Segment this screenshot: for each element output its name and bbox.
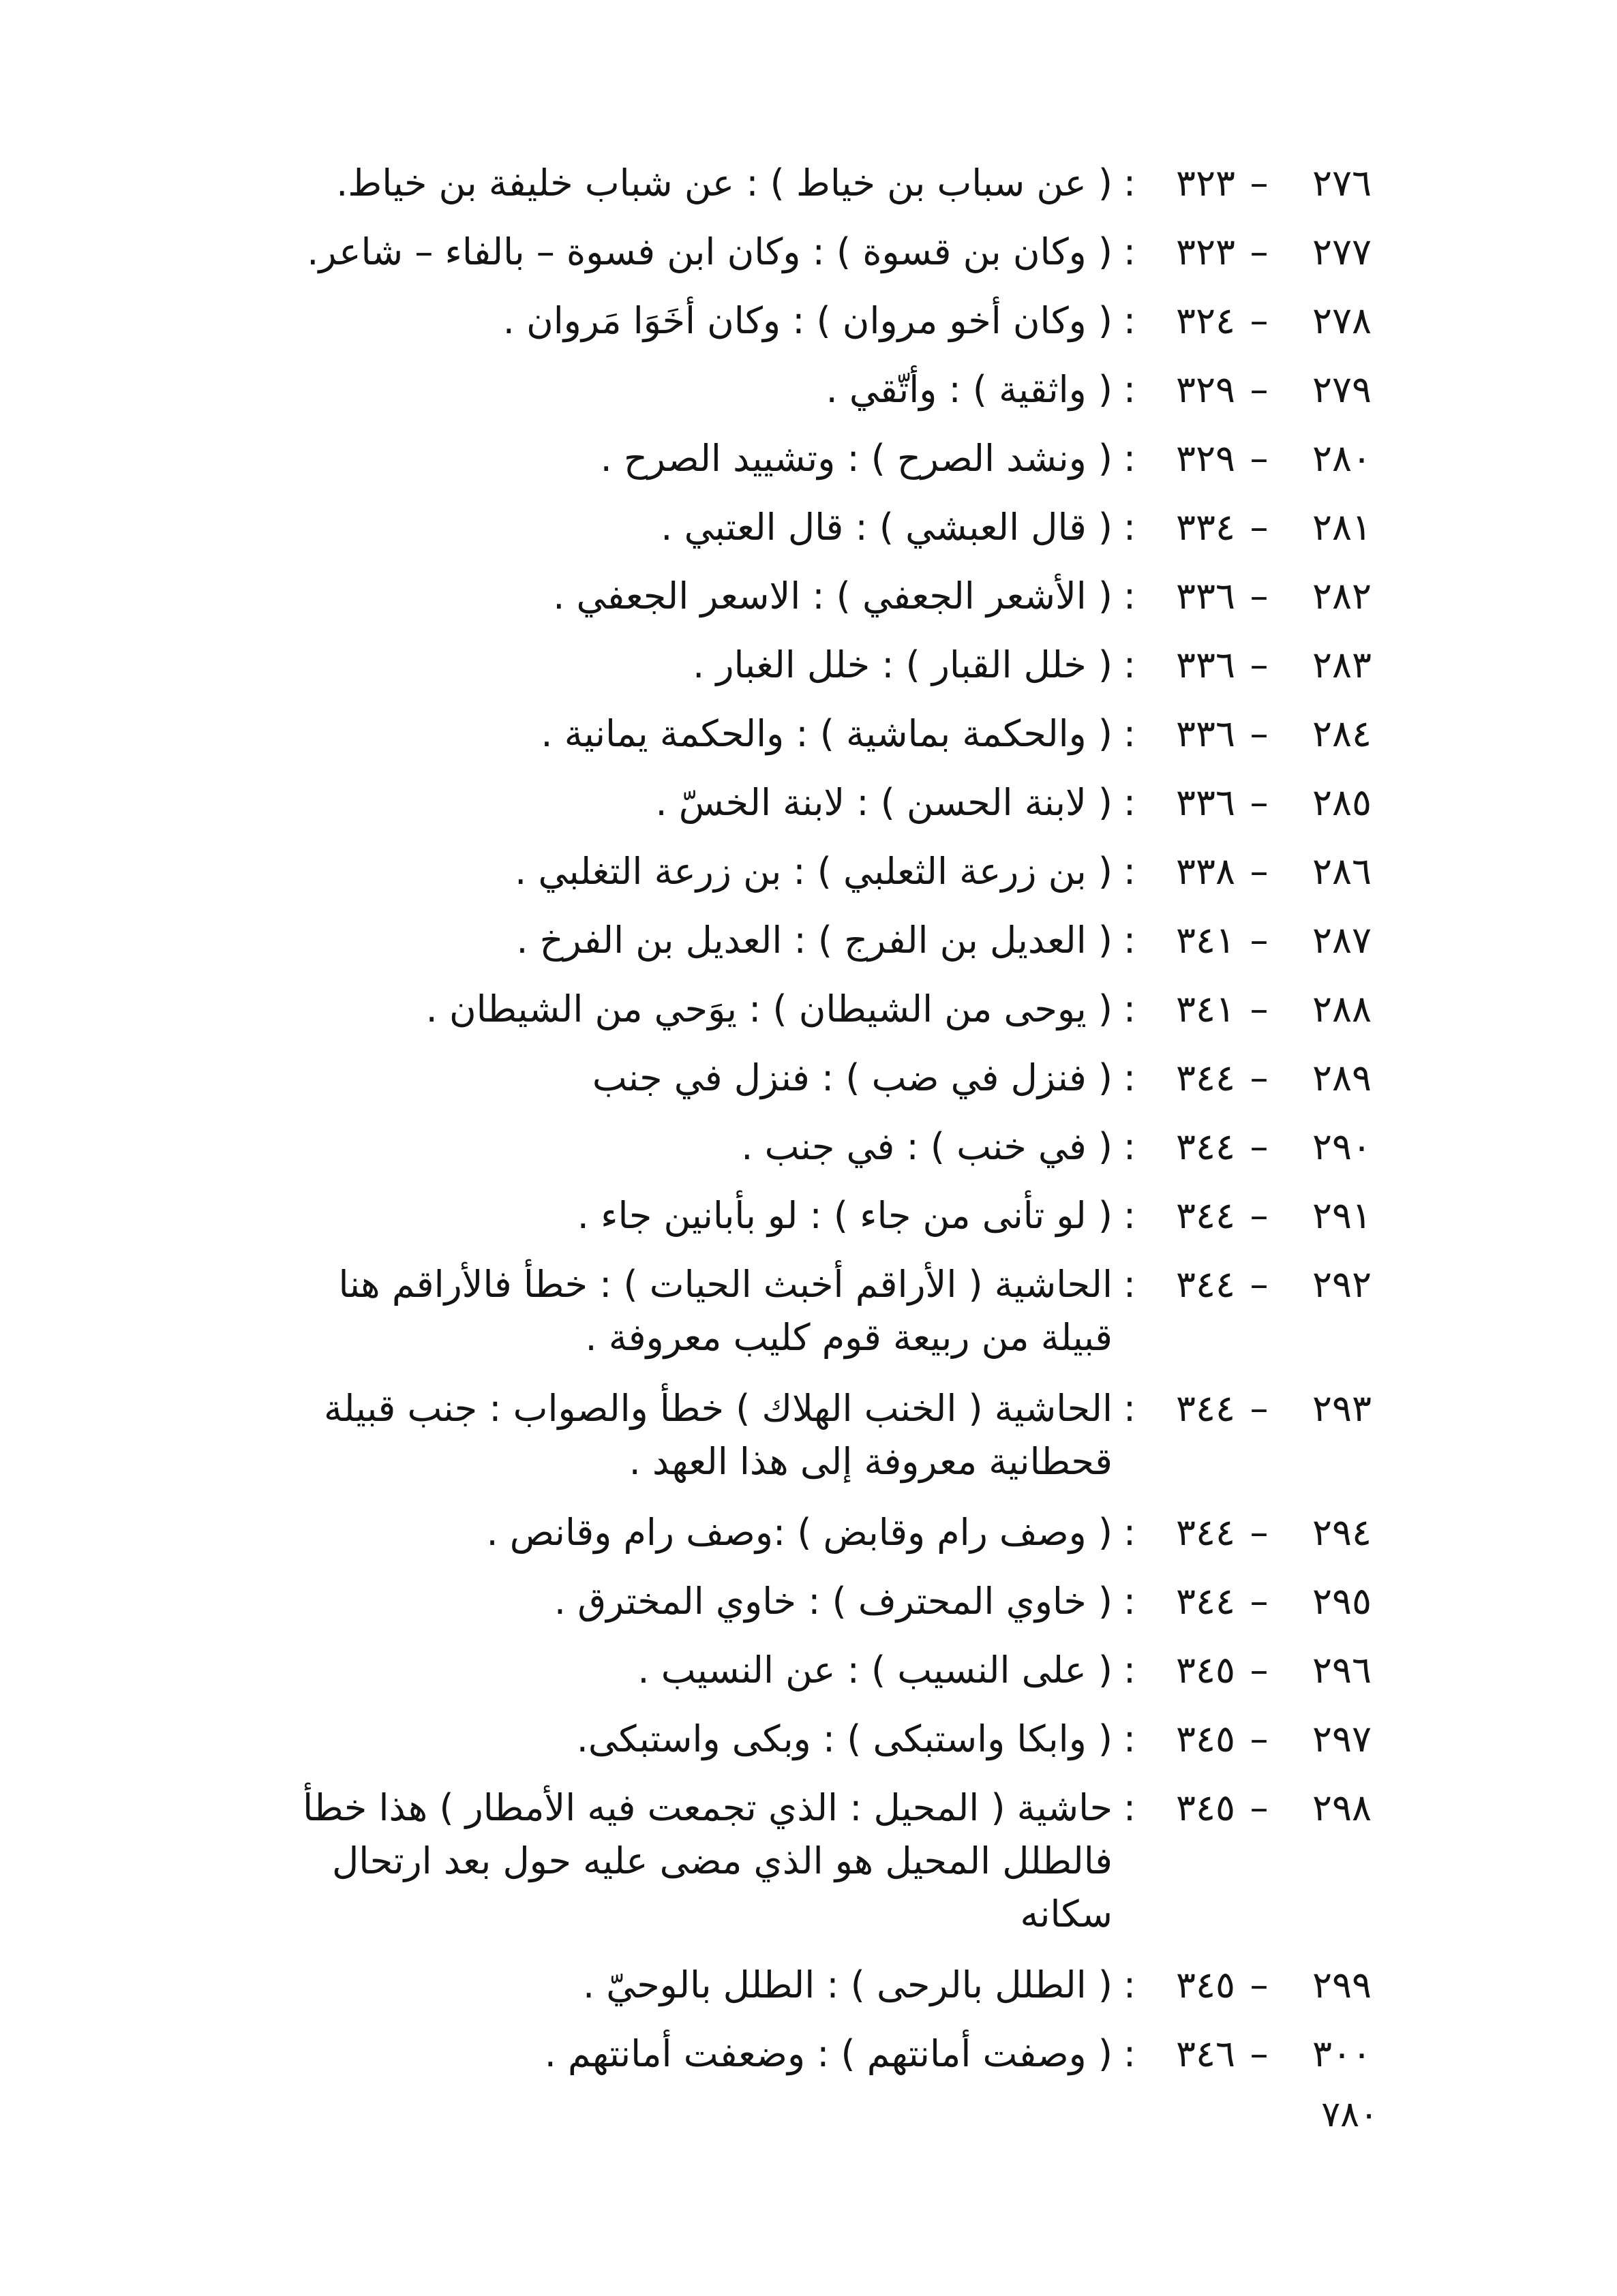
- errata-entry: [247, 226, 1372, 279]
- entry-page-ref: ٣٢٩: [1175, 368, 1235, 411]
- entry-number: ٢٩٧: [1312, 1717, 1372, 1760]
- entry-number: ٢٨٥: [1312, 781, 1372, 824]
- errata-entry: [247, 570, 1372, 623]
- entry-page-ref: ٣٤٤: [1175, 1263, 1235, 1306]
- entry-page-ref: ٣٤١: [1175, 988, 1235, 1030]
- entry-number: ٣٠٠: [1312, 2032, 1372, 2075]
- entry-text: ( واثقية ) : وأتّقي .: [826, 368, 1113, 411]
- entry-text: الحاشية ( الأراقم أخبث الحيات ) : خطأ فالأراقم هنا: [338, 1263, 1113, 1306]
- errata-entry: [247, 1506, 1372, 1559]
- errata-entry: [247, 1382, 1372, 1488]
- entry-text-block: [247, 501, 1113, 554]
- errata-entry: [247, 1781, 1372, 1941]
- entry-number: ٢٧٨: [1312, 299, 1372, 342]
- errata-entry: [247, 1189, 1372, 1242]
- errata-entry: [247, 363, 1372, 416]
- entry-dash: –: [1250, 643, 1269, 686]
- entry-colon: :: [1123, 850, 1136, 893]
- entry-text: ( لو تأنى من جاء ) : لو بأبانين جاء .: [577, 1194, 1113, 1237]
- entry-number: ٢٨٤: [1312, 712, 1372, 755]
- entry-page-ref: ٣٣٦: [1175, 643, 1235, 686]
- errata-entry: [247, 983, 1372, 1036]
- entry-dash: –: [1250, 299, 1269, 342]
- entry-text-block: [247, 1052, 1113, 1105]
- entry-number: ٢٩٦: [1312, 1649, 1372, 1692]
- entry-colon: :: [1123, 2032, 1136, 2075]
- entry-dash: –: [1250, 575, 1269, 617]
- entry-number: ٢٩٨: [1312, 1786, 1372, 1829]
- entry-colon: :: [1123, 1963, 1136, 2006]
- entry-number: ٢٩١: [1312, 1194, 1372, 1237]
- errata-entry: [247, 2027, 1372, 2081]
- entry-colon: :: [1123, 230, 1136, 273]
- entry-colon: :: [1123, 1125, 1136, 1168]
- entry-colon: :: [1123, 575, 1136, 617]
- entry-colon: :: [1123, 1263, 1136, 1306]
- errata-entry: [247, 845, 1372, 898]
- entry-text-block: [247, 570, 1113, 623]
- entry-dash: –: [1250, 368, 1269, 411]
- entry-text-continuation: فالطلل المحيل هو الذي مضى عليه حول بعد ارتحال سكانه: [332, 1839, 1113, 1935]
- entry-number: ٢٨٢: [1312, 575, 1372, 617]
- entry-number: ٢٩٢: [1312, 1263, 1372, 1306]
- entry-dash: –: [1250, 1263, 1269, 1306]
- entry-dash: –: [1250, 506, 1269, 549]
- entry-dash: –: [1250, 1963, 1269, 2006]
- entry-colon: :: [1123, 506, 1136, 549]
- entry-dash: –: [1250, 2032, 1269, 2075]
- entry-page-ref: ٣٤٤: [1175, 1511, 1235, 1554]
- entry-text: ( خاوي المحترف ) : خاوي المخترق .: [554, 1580, 1113, 1623]
- entry-number: ٢٩٣: [1312, 1387, 1372, 1430]
- entry-text-block: [247, 1959, 1113, 2012]
- entry-text: ( الطلل بالرحى ) : الطلل بالوحيّ .: [582, 1963, 1113, 2006]
- errata-entry: [247, 294, 1372, 348]
- entry-dash: –: [1250, 1194, 1269, 1237]
- entry-text-block: [247, 294, 1113, 348]
- entry-page-ref: ٣٤٥: [1175, 1649, 1235, 1692]
- entry-dash: –: [1250, 1511, 1269, 1554]
- entry-text: ( الأشعر الجعفي ) : الاسعر الجعفي .: [553, 575, 1113, 617]
- entry-text-block: [247, 1382, 1113, 1488]
- entry-text: حاشية ( المحيل : الذي تجمعت فيه الأمطار ) هذا خطأ: [303, 1786, 1113, 1829]
- entry-text-block: [247, 363, 1113, 416]
- entry-text: ( وكان بن قسوة ) : وكان ابن فسوة – بالفاء – شاعر.: [307, 230, 1113, 273]
- entry-page-ref: ٣٢٤: [1175, 299, 1235, 342]
- errata-entry: [247, 707, 1372, 761]
- entry-text-block: [247, 1713, 1113, 1766]
- entry-text-continuation: قبيلة من ربيعة قوم كليب معروفة .: [585, 1316, 1113, 1359]
- entry-colon: :: [1123, 1580, 1136, 1623]
- entry-text: ( لابنة الحسن ) : لابنة الخسّ .: [655, 781, 1113, 824]
- errata-entry: [247, 1258, 1372, 1364]
- errata-entry: [247, 1959, 1372, 2012]
- entry-dash: –: [1250, 230, 1269, 273]
- entry-text-block: [247, 983, 1113, 1036]
- errata-entry: [247, 1052, 1372, 1105]
- entry-text-block: [247, 1189, 1113, 1242]
- entry-text: ( وصف رام وقابض ) :وصف رام وقانص .: [486, 1511, 1113, 1554]
- entry-page-ref: ٣٤٥: [1175, 1717, 1235, 1760]
- entry-text-block: [247, 639, 1113, 692]
- entry-number: ٢٧٧: [1312, 230, 1372, 273]
- entry-page-ref: ٣٣٤: [1175, 506, 1235, 549]
- entry-text-block: [247, 1644, 1113, 1697]
- entry-dash: –: [1250, 1580, 1269, 1623]
- entry-page-ref: ٣٢٣: [1175, 230, 1235, 273]
- entry-page-ref: ٣٣٨: [1175, 850, 1235, 893]
- entry-text-block: [247, 157, 1113, 210]
- entry-colon: :: [1123, 1511, 1136, 1554]
- entry-text-block: [247, 1575, 1113, 1628]
- entry-colon: :: [1123, 437, 1136, 480]
- entry-dash: –: [1250, 988, 1269, 1030]
- entry-text: ( يوحى من الشيطان ) : يوَحي من الشيطان .: [425, 988, 1113, 1030]
- errata-entry: [247, 501, 1372, 554]
- entry-text: ( والحكمة بماشية ) : والحكمة يمانية .: [541, 712, 1113, 755]
- entry-text: ( خلل القبار ) : خلل الغبار .: [693, 643, 1113, 686]
- entry-page-ref: ٣٤٤: [1175, 1580, 1235, 1623]
- entry-dash: –: [1250, 162, 1269, 204]
- entry-text: ( وصفت أمانتهم ) : وضعفت أمانتهم .: [544, 2032, 1113, 2075]
- entry-text: ( على النسيب ) : عن النسيب .: [637, 1649, 1113, 1692]
- entry-number: ٢٨٧: [1312, 919, 1372, 962]
- errata-entry: [247, 1713, 1372, 1766]
- entry-colon: :: [1123, 1717, 1136, 1760]
- entry-page-ref: ٣٣٦: [1175, 712, 1235, 755]
- entry-page-ref: ٣٤٤: [1175, 1387, 1235, 1430]
- entry-number: ٢٨٦: [1312, 850, 1372, 893]
- entry-number: ٢٧٦: [1312, 162, 1372, 204]
- entry-text: الحاشية ( الخنب الهلاك ) خطأ والصواب : جنب قبيلة: [324, 1387, 1113, 1430]
- entry-text-continuation: قحطانية معروفة إلى هذا العهد .: [629, 1440, 1113, 1483]
- entry-colon: :: [1123, 1786, 1136, 1829]
- entry-number: ٢٧٩: [1312, 368, 1372, 411]
- entry-dash: –: [1250, 1649, 1269, 1692]
- entry-colon: :: [1123, 781, 1136, 824]
- entry-colon: :: [1123, 712, 1136, 755]
- entry-dash: –: [1250, 850, 1269, 893]
- entry-colon: :: [1123, 368, 1136, 411]
- entry-text-block: [247, 776, 1113, 829]
- errata-entry: [247, 639, 1372, 692]
- entry-colon: :: [1123, 1194, 1136, 1237]
- entry-page-ref: ٣٣٦: [1175, 575, 1235, 617]
- entry-number: ٢٨٨: [1312, 988, 1372, 1030]
- entry-number: ٢٩٠: [1312, 1125, 1372, 1168]
- entry-dash: –: [1250, 712, 1269, 755]
- entry-text-block: [247, 226, 1113, 279]
- entry-colon: :: [1123, 162, 1136, 204]
- errata-entry: [247, 1575, 1372, 1628]
- errata-entry: [247, 432, 1372, 485]
- entry-colon: :: [1123, 1056, 1136, 1099]
- entry-dash: –: [1250, 781, 1269, 824]
- entry-text-block: [247, 2027, 1113, 2081]
- entry-text-block: [247, 914, 1113, 967]
- entry-text-block: [247, 1506, 1113, 1559]
- entry-page-ref: ٣٢٩: [1175, 437, 1235, 480]
- entry-number: ٢٩٩: [1312, 1963, 1372, 2006]
- entry-colon: :: [1123, 299, 1136, 342]
- entry-page-ref: ٣٤٦: [1175, 2032, 1235, 2075]
- entry-page-ref: ٣٤١: [1175, 919, 1235, 962]
- entry-text-block: [247, 1120, 1113, 1174]
- entry-text-block: [247, 432, 1113, 485]
- entry-text: ( قال العبشي ) : قال العتبي .: [661, 506, 1113, 549]
- entry-colon: :: [1123, 1649, 1136, 1692]
- entry-colon: :: [1123, 919, 1136, 962]
- entry-dash: –: [1250, 1125, 1269, 1168]
- entry-number: ٢٩٤: [1312, 1511, 1372, 1554]
- entry-page-ref: ٣٤٤: [1175, 1056, 1235, 1099]
- entry-dash: –: [1250, 1786, 1269, 1829]
- entry-colon: :: [1123, 988, 1136, 1030]
- entry-page-ref: ٣٤٤: [1175, 1125, 1235, 1168]
- entry-text: ( ونشد الصرح ) : وتشييد الصرح .: [600, 437, 1113, 480]
- entry-text-block: [247, 1781, 1113, 1941]
- entry-number: ٢٩٥: [1312, 1580, 1372, 1623]
- entry-dash: –: [1250, 437, 1269, 480]
- errata-entry: [247, 914, 1372, 967]
- entry-number: ٢٨٠: [1312, 437, 1372, 480]
- entry-text-block: [247, 707, 1113, 761]
- entry-page-ref: ٣٣٦: [1175, 781, 1235, 824]
- errata-entry: [247, 1120, 1372, 1174]
- entry-text: ( فنزل في ضب ) : فنزل في جنب: [592, 1056, 1113, 1099]
- entry-colon: :: [1123, 643, 1136, 686]
- entry-text-block: [247, 845, 1113, 898]
- errata-list: [247, 157, 1372, 2096]
- entry-number: ٢٨٩: [1312, 1056, 1372, 1099]
- entry-page-ref: ٣٤٥: [1175, 1963, 1235, 2006]
- entry-page-ref: ٣٢٣: [1175, 162, 1235, 204]
- entry-text: ( بن زرعة الثعلبي ) : بن زرعة التغلبي .: [515, 850, 1113, 893]
- entry-text: ( عن سباب بن خياط ) : عن شباب خليفة بن خياط.: [336, 162, 1113, 204]
- entry-dash: –: [1250, 1717, 1269, 1760]
- errata-entry: [247, 1644, 1372, 1697]
- entry-text: ( وكان أخو مروان ) : وكان أخَوَا مَروان .: [502, 299, 1113, 342]
- entry-number: ٢٨٣: [1312, 643, 1372, 686]
- errata-entry: [247, 157, 1372, 210]
- entry-dash: –: [1250, 919, 1269, 962]
- errata-entry: [247, 776, 1372, 829]
- entry-colon: :: [1123, 1387, 1136, 1430]
- entry-text: ( في خنب ) : في جنب .: [741, 1125, 1113, 1168]
- entry-page-ref: ٣٤٥: [1175, 1786, 1235, 1829]
- entry-text: ( العديل بن الفرج ) : العديل بن الفرخ .: [516, 919, 1113, 962]
- page-number: ٧٨٠: [1321, 2094, 1378, 2135]
- entry-page-ref: ٣٤٤: [1175, 1194, 1235, 1237]
- entry-number: ٢٨١: [1312, 506, 1372, 549]
- entry-text: ( وابكا واستبكى ) : وبكى واستبكى.: [576, 1717, 1113, 1760]
- entry-text-block: [247, 1258, 1113, 1364]
- entry-dash: –: [1250, 1387, 1269, 1430]
- entry-dash: –: [1250, 1056, 1269, 1099]
